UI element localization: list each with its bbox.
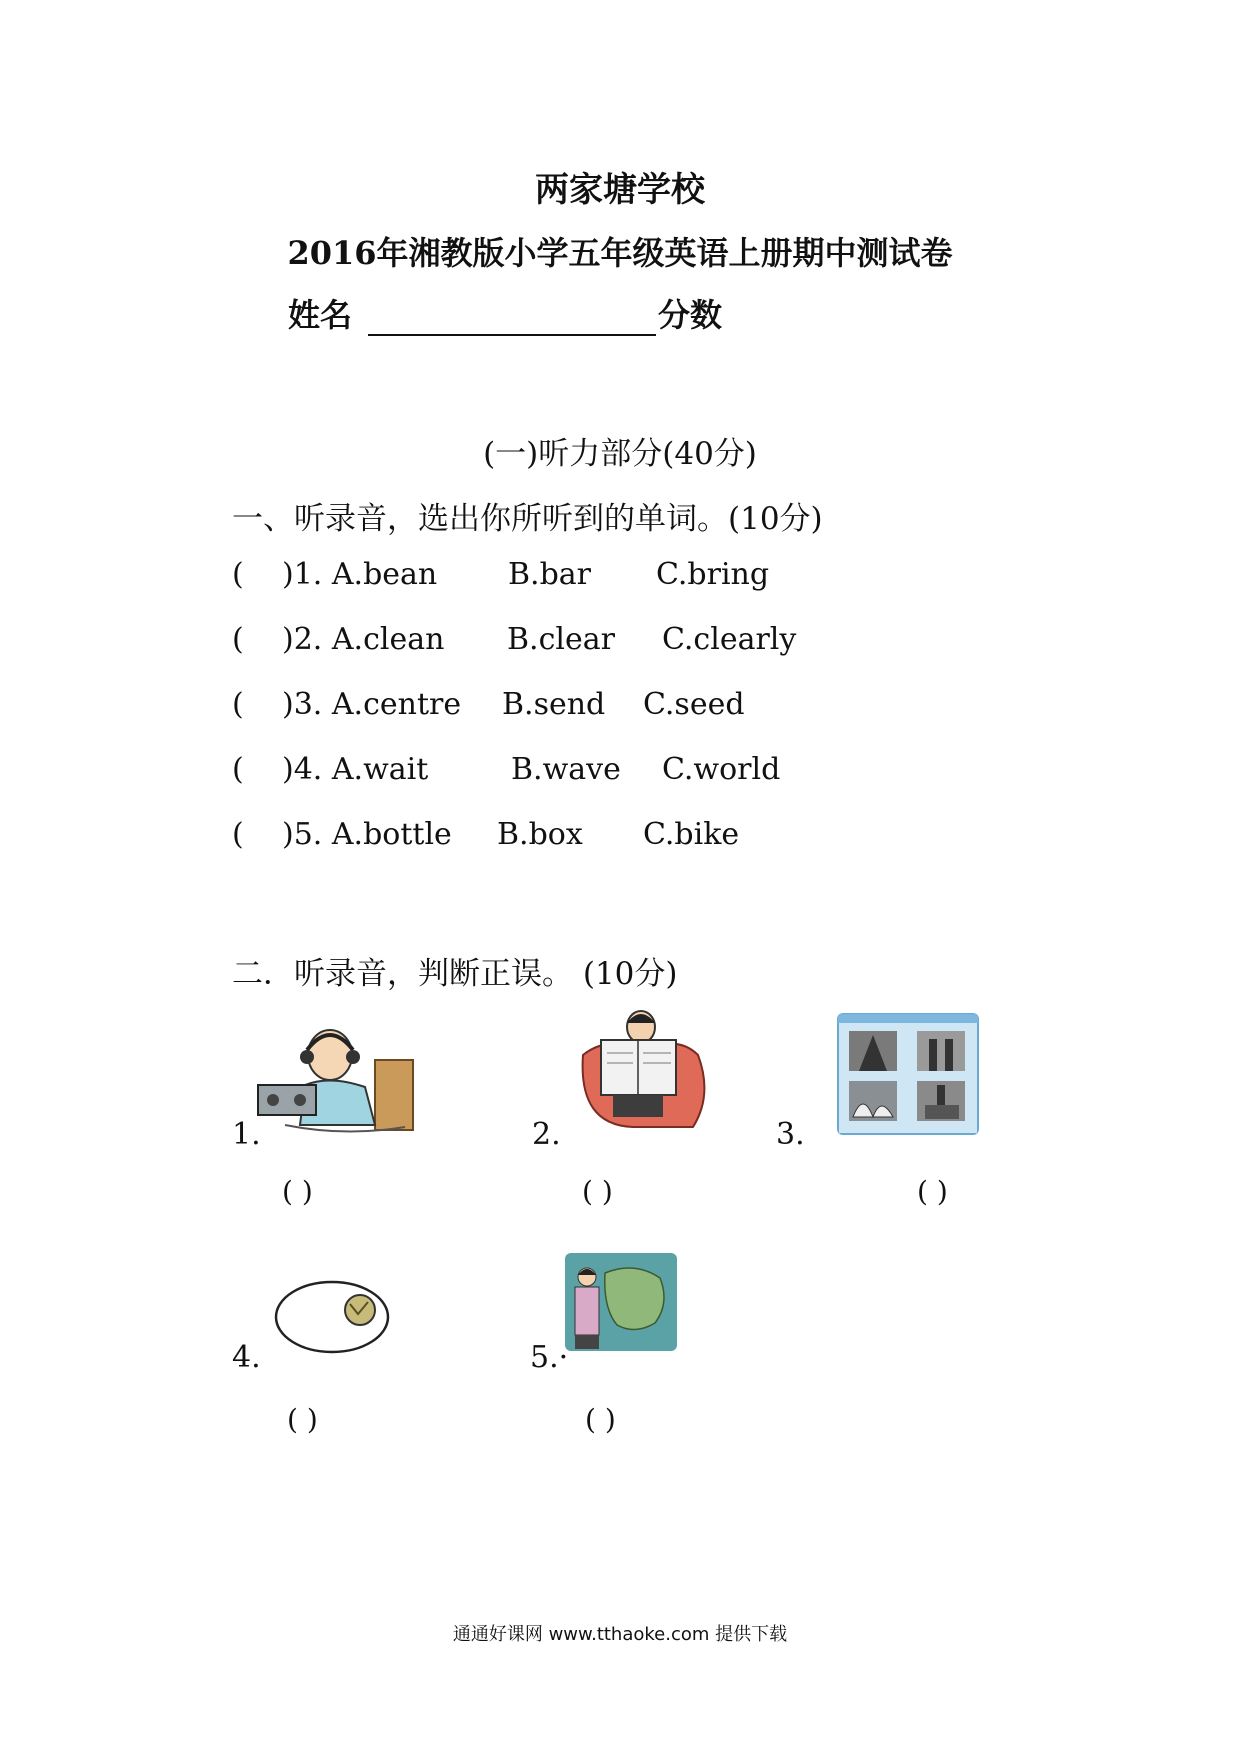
answer-paren[interactable]: ( (232, 557, 244, 592)
option-c: C.bring (656, 557, 770, 592)
answer-paren[interactable]: ( (232, 622, 244, 657)
option-a: )1. A.bean (282, 557, 438, 592)
answer-paren[interactable]: ( ) (282, 1175, 313, 1208)
footer-credit: 通通好课网 www.tthaoke.com 提供下载 (452, 1624, 788, 1645)
boy-listening-icon (255, 1015, 430, 1140)
answer-paren[interactable]: ( ) (585, 1403, 616, 1436)
part1-heading: 一、听录音，选出你所听到的单词。(10分) (232, 501, 823, 537)
name-label: 姓名 (288, 296, 353, 334)
option-b: B.bar (508, 557, 592, 592)
option-c: C.seed (643, 687, 745, 722)
option-b: B.clear (507, 622, 615, 657)
name-blank-line[interactable] (368, 298, 656, 336)
picture-label: 4. (232, 1340, 261, 1375)
listening-section-title: (一)听力部分(40分) (483, 436, 757, 472)
world-landmarks-icon (837, 1013, 979, 1135)
option-b: B.box (497, 817, 583, 852)
answer-paren[interactable]: ( (232, 817, 244, 852)
answer-paren[interactable]: ( ) (287, 1403, 318, 1436)
picture-label: 1. (232, 1117, 261, 1152)
name-score-row (288, 290, 722, 336)
option-a: )2. A.clean (282, 622, 445, 657)
man-reading-newspaper-icon (573, 1005, 713, 1130)
option-c: C.clearly (662, 622, 797, 657)
option-a: )5. A.bottle (282, 817, 452, 852)
option-c: C.world (662, 752, 781, 787)
option-c: C.bike (643, 817, 740, 852)
answer-paren[interactable]: ( ) (582, 1175, 613, 1208)
answer-paren[interactable]: ( (232, 752, 244, 787)
egg-hatching-icon (272, 1278, 392, 1356)
option-a: )4. A.wait (282, 752, 429, 787)
part2-heading: 二．听录音，判断正误。 (10分) (232, 956, 678, 992)
woman-with-map-icon (565, 1253, 677, 1351)
picture-label: 5.· (530, 1340, 569, 1375)
picture-label: 2. (532, 1117, 561, 1152)
option-a: )3. A.centre (282, 687, 462, 722)
school-name: 两家塘学校 (535, 170, 705, 210)
option-b: B.wave (511, 752, 621, 787)
answer-paren[interactable]: ( (232, 687, 244, 722)
exam-title: 2016年湘教版小学五年级英语上册期中测试卷 (287, 234, 953, 272)
option-b: B.send (502, 687, 606, 722)
score-label: 分数 (658, 296, 723, 334)
picture-label: 3. (776, 1117, 805, 1152)
answer-paren[interactable]: ( ) (917, 1175, 948, 1208)
